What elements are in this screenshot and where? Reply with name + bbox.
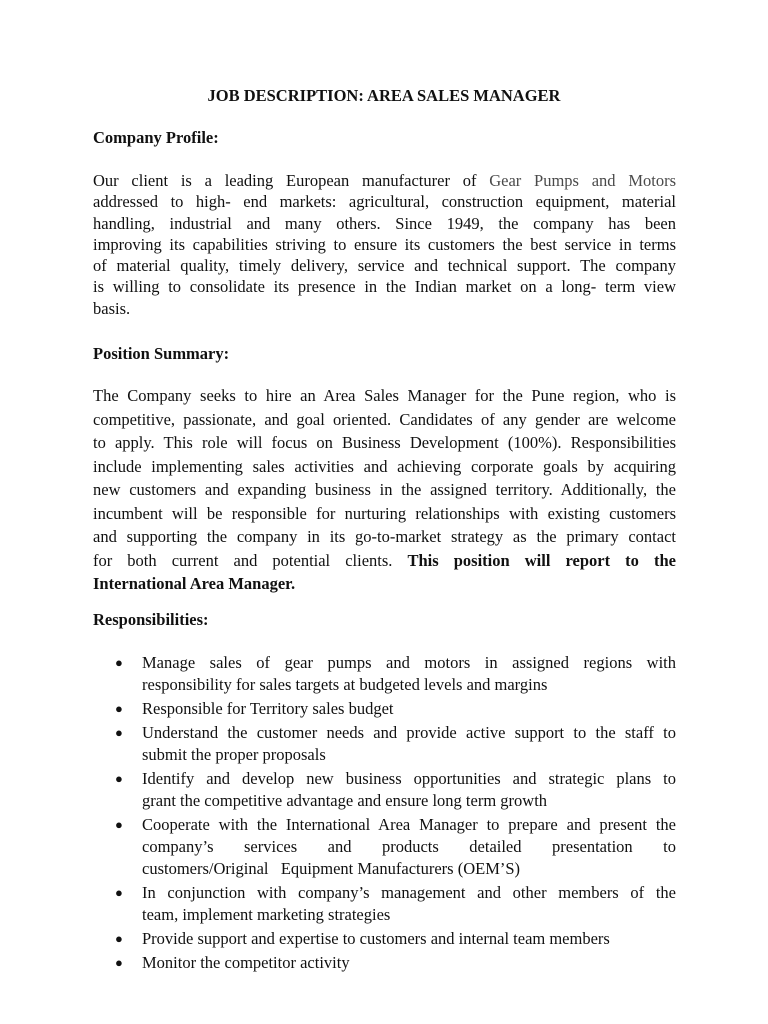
product-name: Gear Pumps and Motors xyxy=(489,171,676,190)
bullet-icon: ● xyxy=(115,655,123,670)
list-item: ● Manage sales of gear pumps and motors in assigned regions with responsibility for sales targets at budgeted levels and margins xyxy=(115,653,676,694)
paragraph-line: Our client is a leading European manufacturer of Gear Pumps and Motors xyxy=(93,171,676,190)
bullet-icon: ● xyxy=(115,701,123,716)
position-summary-paragraph xyxy=(93,384,676,596)
paragraph-line: of material quality, timely delivery, service and technical support. The company xyxy=(93,256,676,276)
paragraph-line: The Company seeks to hire an Area Sales Manager for the Pune region, who is xyxy=(93,386,676,405)
reporting-line-bold: International Area Manager. xyxy=(93,574,296,593)
paragraph-line: improving its capabilities striving to ensure its customers the best service in terms xyxy=(93,234,676,254)
list-item: ● Provide support and expertise to customers and internal team members xyxy=(115,929,610,948)
bullet-icon: ● xyxy=(115,725,123,740)
list-item: ● Understand the customer needs and provide active support to the staff to submit the proper proposals xyxy=(115,723,676,764)
list-item: ● Responsible for Territory sales budget xyxy=(115,699,394,718)
bullet-icon: ● xyxy=(115,817,123,832)
company-profile-paragraph xyxy=(93,170,676,319)
paragraph-line: and supporting the company in its go-to-market strategy as the primary contact xyxy=(93,527,676,546)
paragraph-line: new customers and expanding business in the assigned territory. Additionally, the xyxy=(93,480,676,499)
paragraph-line: addressed to high- end markets: agricultural, construction equipment, material xyxy=(93,192,676,212)
bullet-icon: ● xyxy=(115,885,123,900)
responsibilities-list xyxy=(93,652,676,976)
bullet-icon: ● xyxy=(115,771,123,786)
list-item: ● Cooperate with the International Area Manager to prepare and present the company’s services and products detailed presentation to customers/Original Equipment Manufacturers (OEM’S) xyxy=(115,815,676,878)
list-item: ● In conjunction with company’s management and other members of the team, implement marketing strategies xyxy=(115,883,676,924)
bullet-icon: ● xyxy=(115,931,123,946)
position-summary-heading: Position Summary: xyxy=(93,344,230,363)
paragraph-line: incumbent will be responsible for nurturing relationships with existing customers xyxy=(93,503,676,523)
reporting-line-bold: This position will report to the xyxy=(407,550,676,570)
list-item: ● Monitor the competitor activity xyxy=(115,953,350,972)
paragraph-line: is willing to consolidate its presence in the Indian market on a long- term view xyxy=(93,277,676,297)
paragraph-line: basis. xyxy=(93,298,131,318)
bullet-icon: ● xyxy=(115,955,123,970)
company-profile-heading: Company Profile: xyxy=(93,128,219,147)
paragraph-line: to apply. This role will focus on Business Development (100%). Responsibilities xyxy=(93,433,676,452)
paragraph-line: for both current and potential clients. This position will report to the xyxy=(93,550,676,570)
paragraph-line: competitive, passionate, and goal oriented. Candidates of any gender are welcome xyxy=(93,409,676,429)
document-title: JOB DESCRIPTION: AREA SALES MANAGER xyxy=(207,86,561,105)
paragraph-line: handling, industrial and many others. Since 1949, the company has been xyxy=(93,213,676,233)
list-item: ● Identify and develop new business opportunities and strategic plans to grant the competitive advantage and ensure long term growth xyxy=(115,769,676,810)
paragraph-line: include implementing sales activities and achieving corporate goals by acquiring xyxy=(93,456,676,476)
responsibilities-heading: Responsibilities: xyxy=(93,610,209,629)
